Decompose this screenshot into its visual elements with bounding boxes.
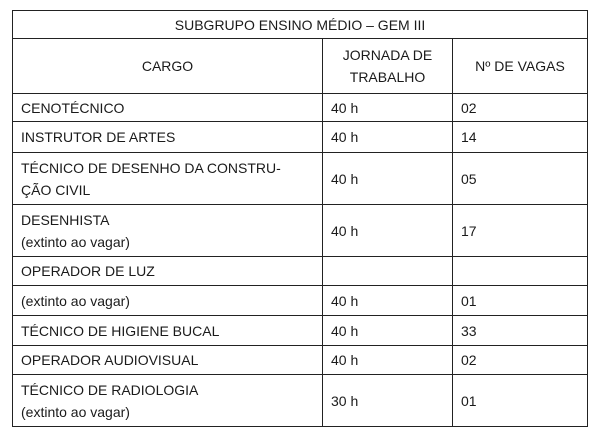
table-row [13, 346, 588, 375]
header-cargo: CARGO [13, 39, 323, 94]
cell-cargo [13, 346, 323, 375]
cell-jornada: 40 h [323, 94, 453, 122]
table-row [13, 153, 588, 205]
cell-vagas: 01 [453, 375, 588, 427]
cell-jornada: 40 h [323, 316, 453, 346]
cargo-line1: DESENHISTA [21, 211, 110, 228]
cargo-line1: (extinto ao vagar) [21, 292, 130, 309]
header-jornada-line2: TRABALHO [349, 69, 426, 85]
cell-cargo [13, 375, 323, 427]
cell-vagas: 14 [453, 122, 588, 153]
cell-cargo [13, 257, 323, 286]
cargo-line1: TÉCNICO DE RADIOLOGIA [21, 381, 199, 398]
cell-jornada: 40 h [323, 153, 453, 205]
table-row [13, 205, 588, 257]
header-vagas: Nº DE VAGAS [453, 39, 588, 94]
cell-vagas: 01 [453, 286, 588, 316]
cargo-line1: OPERADOR DE LUZ [21, 263, 155, 279]
table-row [13, 316, 588, 346]
cell-vagas: 05 [453, 153, 588, 205]
cargo-line1: OPERADOR AUDIOVISUAL [21, 352, 199, 368]
table-row [13, 122, 588, 153]
header-jornada-line1: JORNADA DE [342, 47, 433, 63]
cell-jornada [323, 257, 453, 286]
cell-jornada: 40 h [323, 122, 453, 153]
cargo-line1: CENOTÉCNICO [21, 99, 125, 116]
cell-cargo [13, 122, 323, 153]
cell-vagas: 33 [453, 316, 588, 346]
cell-jornada: 40 h [323, 346, 453, 375]
table-header-row [13, 39, 588, 94]
cell-jornada: 30 h [323, 375, 453, 427]
cell-jornada: 40 h [323, 286, 453, 316]
cell-vagas: 17 [453, 205, 588, 257]
cargo-line2: (extinto ao vagar) [21, 403, 130, 420]
cargo-line2: ÇÃO CIVIL [21, 181, 91, 198]
table-row [13, 286, 588, 316]
cell-vagas [453, 257, 588, 286]
cell-jornada: 40 h [323, 205, 453, 257]
cargo-line2: (extinto ao vagar) [21, 233, 130, 250]
cell-cargo [13, 94, 323, 122]
table-title: SUBGRUPO ENSINO MÉDIO – GEM III [13, 11, 588, 39]
cell-cargo [13, 286, 323, 316]
cargo-line1: TÉCNICO DE HIGIENE BUCAL [21, 322, 220, 339]
table-row [13, 94, 588, 122]
header-jornada [323, 39, 453, 94]
cell-cargo [13, 153, 323, 205]
table-row [13, 375, 588, 427]
cell-cargo [13, 316, 323, 346]
table-title-row [13, 11, 588, 39]
cargo-line1: TÉCNICO DE DESENHO DA CONSTRU- [21, 159, 281, 176]
table-row [13, 257, 588, 286]
cell-vagas: 02 [453, 94, 588, 122]
cell-vagas: 02 [453, 346, 588, 375]
cell-cargo [13, 205, 323, 257]
cargo-line1: INSTRUTOR DE ARTES [21, 129, 176, 145]
vacancies-table [12, 10, 588, 427]
